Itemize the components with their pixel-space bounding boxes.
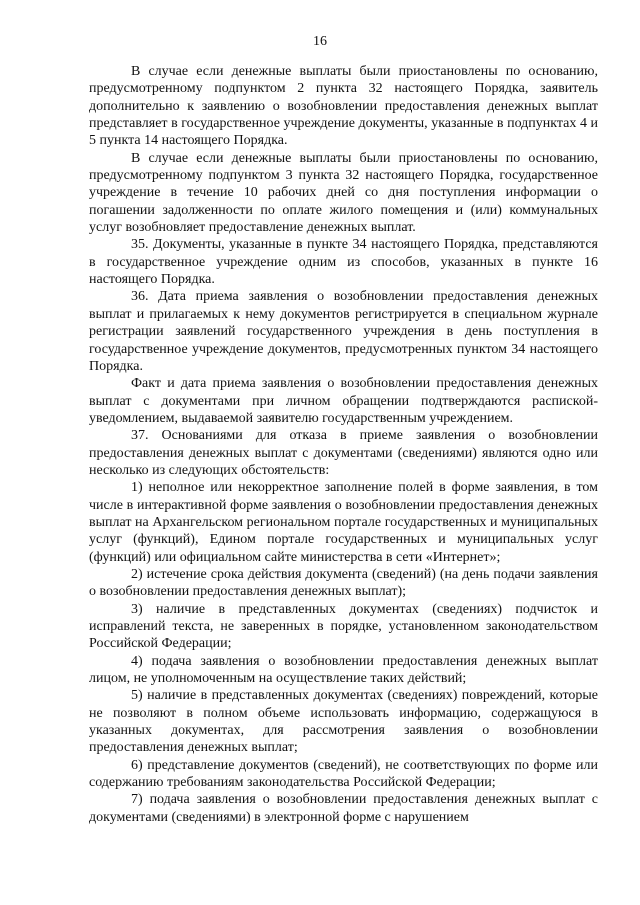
page-number: 16: [313, 34, 327, 49]
paragraph-suspension-basis-2: В случае если денежные выплаты были приостановлены по основанию, предусмотренному подпунктом 2 пункта 32 настоящего Порядка, заявитель дополнительно к заявлению о возобновлении предоставления денежных выплат представляет в государственное учреждение документы, указанные в подпунктах 4 и 5 пункта 14 настоящего Порядка.: [89, 64, 598, 149]
list-item-refusal-5: 5) наличие в представленных документах (сведениях) повреждений, которые не позволяют в полном объеме использовать информацию, содержащуюся в указанных документах, для рассмотрения заявления о возобновлении предоставления денежных выплат;: [89, 688, 598, 756]
list-item-refusal-3: 3) наличие в представленных документах (сведениях) подчисток и исправлений текста, не заверенных в порядке, установленном законодательством Российской Федерации;: [89, 601, 598, 652]
paragraph-receipt-confirmation: Факт и дата приема заявления о возобновлении предоставления денежных выплат с документами при личном обращении подтверждаются распиской-уведомлением, выдаваемой заявителю государственным учреждением.: [89, 376, 598, 426]
list-item-refusal-7: 7) подача заявления о возобновлении предоставления денежных выплат с документами (сведениями) в электронной форме с нарушением: [89, 792, 598, 825]
list-item-refusal-1: 1) неполное или некорректное заполнение полей в форме заявления, в том числе в интерактивной форме заявления о возобновлении предоставления денежных выплат на Архангельском региональном портале государственных и муниципальных услуг (функций), Едином портале государственных и муниципальных услуг (функций) или официальном сайте министерства в сети «Интернет»;: [89, 480, 598, 565]
list-item-refusal-6: 6) представление документов (сведений), не соответствующих по форме или содержанию требованиям законодательства Российской Федерации;: [89, 757, 598, 791]
paragraph-item-35: 35. Документы, указанные в пункте 34 настоящего Порядка, представляются в государственное учреждение одним из способов, указанных в пункте 16 настоящего Порядка.: [89, 237, 598, 288]
document-body: [89, 63, 598, 826]
paragraph-item-36: 36. Дата приема заявления о возобновлении предоставления денежных выплат и прилагаемых к нему документов регистрируется в специальном журнале регистрации заявлений государственного учреждения в день поступления в государственное учреждение документов, предусмотренных пунктом 34 настоящего Порядка.: [89, 289, 598, 374]
list-item-refusal-2: 2) истечение срока действия документа (сведений) (на день подачи заявления о возобновлении предоставления денежных выплат);: [89, 566, 598, 600]
paragraph-item-37: 37. Основаниями для отказа в приеме заявления о возобновлении предоставления денежных выплат с документами (сведениями) являются одно или несколько из следующих обстоятельств:: [89, 428, 598, 478]
list-item-refusal-4: 4) подача заявления о возобновлении предоставления денежных выплат лицом, не уполномоченным на осуществление таких действий;: [89, 653, 598, 687]
paragraph-suspension-basis-3: В случае если денежные выплаты были приостановлены по основанию, предусмотренному подпунктом 3 пункта 32 настоящего Порядка, государственное учреждение в течение 10 рабочих дней со дня поступления информации о погашении задолженности по оплате жилого помещения и (или) коммунальных услуг возобновляет предоставление денежных выплат.: [89, 150, 598, 236]
